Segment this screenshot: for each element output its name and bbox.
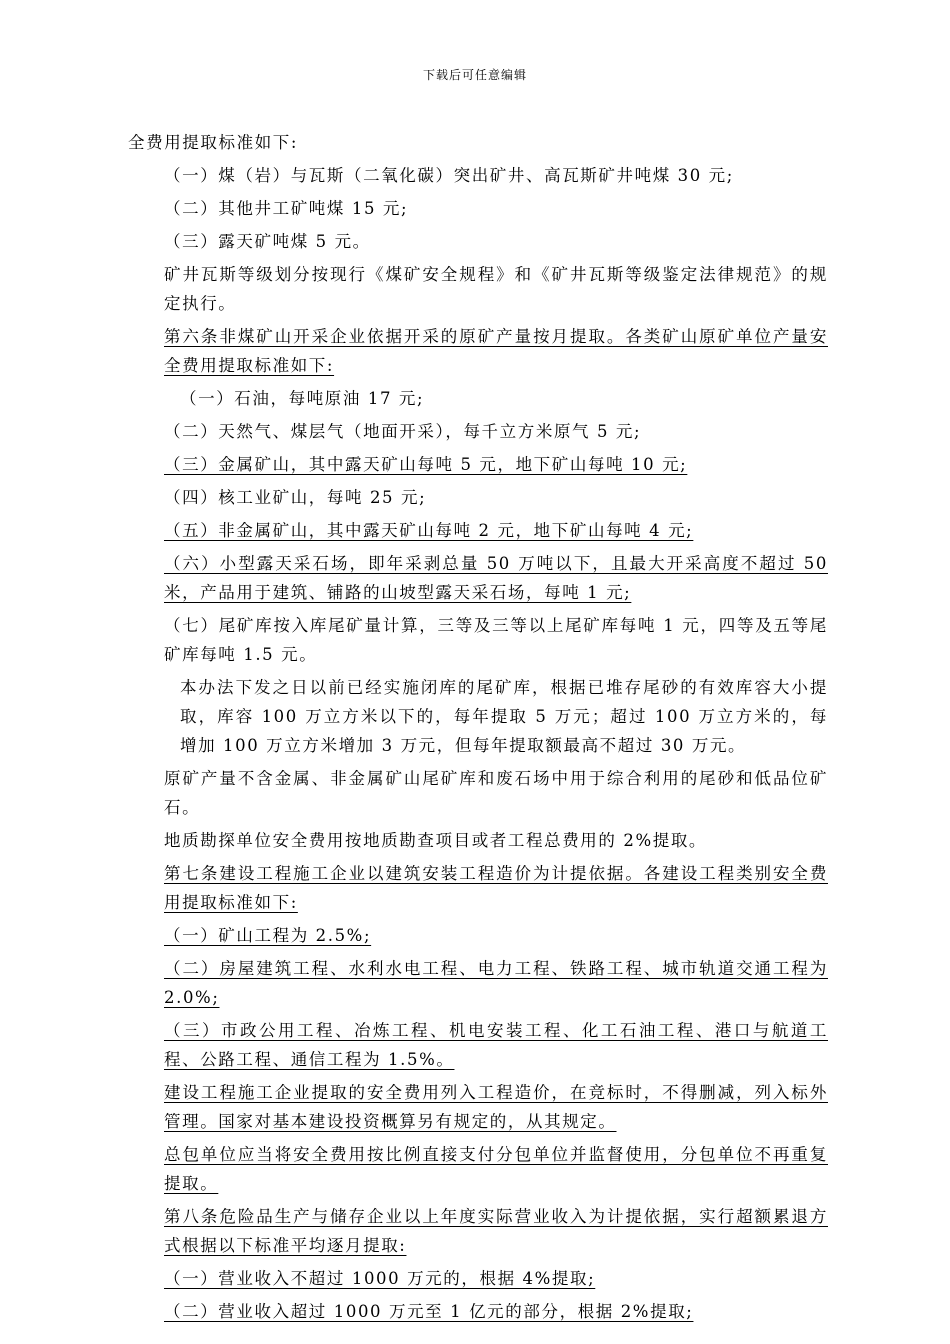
page-header: 下载后可任意编辑 — [422, 68, 527, 82]
paragraph: 第八条危险品生产与储存企业以上年度实际营业收入为计提依据，实行超额累退方式根据以下标准平均逐月提取: — [164, 1207, 828, 1255]
paragraph: 总包单位应当将安全费用按比例直接支付分包单位并监督使用，分包单位不再重复提取。 — [164, 1145, 828, 1193]
paragraph: （三）市政公用工程、冶炼工程、机电安装工程、化工石油工程、港口与航道工程、公路工程、通信工程为 1.5%。 — [164, 1021, 828, 1069]
paragraph: 原矿产量不含金属、非金属矿山尾矿库和废石场中用于综合利用的尾砂和低品位矿石。 — [164, 769, 828, 817]
paragraph: （二）营业收入超过 1000 万元至 1 亿元的部分，根据 2%提取; — [164, 1302, 694, 1321]
paragraph: （二）其他井工矿吨煤 15 元; — [164, 199, 409, 218]
paragraph: （二）天然气、煤层气（地面开采），每千立方米原气 5 元; — [164, 422, 642, 441]
paragraph: 第七条建设工程施工企业以建筑安装工程造价为计提依据。各建设工程类别安全费用提取标准如下: — [164, 864, 828, 912]
document-body — [128, 128, 828, 1330]
paragraph: （六）小型露天采石场，即年采剥总量 50 万吨以下，且最大开采高度不超过 50 米，产品用于建筑、铺路的山坡型露天采石场，每吨 1 元; — [164, 554, 828, 602]
paragraph: （一）煤（岩）与瓦斯（二氧化碳）突出矿井、高瓦斯矿井吨煤 30 元; — [164, 166, 734, 185]
paragraph: 地质勘探单位安全费用按地质勘查项目或者工程总费用的 2%提取。 — [164, 831, 708, 850]
paragraph: （四）核工业矿山，每吨 25 元; — [164, 488, 427, 507]
paragraph: 第六条非煤矿山开采企业依据开采的原矿产量按月提取。各类矿山原矿单位产量安全费用提取标准如下: — [164, 327, 828, 375]
paragraph: （三）露天矿吨煤 5 元。 — [164, 232, 371, 251]
paragraph: 全费用提取标准如下: — [128, 133, 299, 152]
paragraph: （五）非金属矿山，其中露天矿山每吨 2 元，地下矿山每吨 4 元; — [164, 521, 694, 540]
paragraph: 建设工程施工企业提取的安全费用列入工程造价，在竞标时，不得删减，列入标外管理。国家对基本建设投资概算另有规定的，从其规定。 — [164, 1083, 828, 1131]
paragraph: （一）石油，每吨原油 17 元; — [180, 389, 425, 408]
paragraph: （一）营业收入不超过 1000 万元的，根据 4%提取; — [164, 1269, 596, 1288]
paragraph: （三）金属矿山，其中露天矿山每吨 5 元，地下矿山每吨 10 元; — [164, 455, 688, 474]
paragraph: 本办法下发之日以前已经实施闭库的尾矿库，根据已堆存尾砂的有效库容大小提取，库容 100 万立方米以下的，每年提取 5 万元；超过 100 万立方米的，每增加 100 万立方米增加 3 万元，但每年提取额最高不超过 30 万元。 — [180, 678, 828, 755]
paragraph: （七）尾矿库按入库尾矿量计算，三等及三等以上尾矿库每吨 1 元，四等及五等尾矿库每吨 1.5 元。 — [164, 616, 828, 664]
paragraph: 矿井瓦斯等级划分按现行《煤矿安全规程》和《矿井瓦斯等级鉴定法律规范》的规定执行。 — [164, 265, 828, 313]
paragraph: （二）房屋建筑工程、水利水电工程、电力工程、铁路工程、城市轨道交通工程为 2.0%; — [164, 959, 828, 1007]
paragraph: （一）矿山工程为 2.5%; — [164, 926, 372, 945]
